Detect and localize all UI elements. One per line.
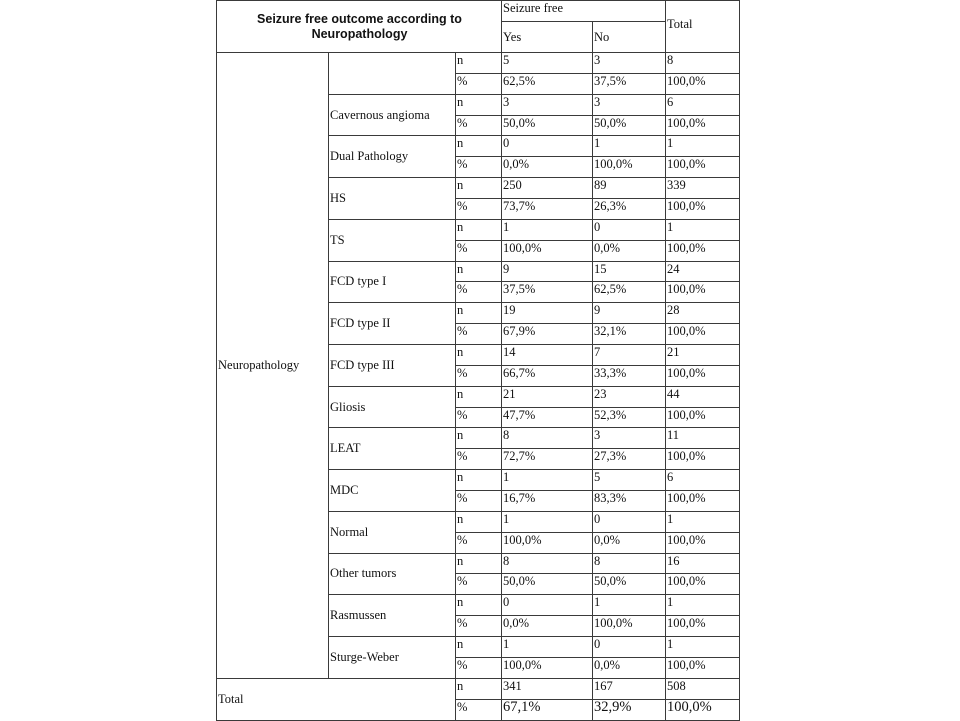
category-label: FCD type I <box>329 261 456 303</box>
crosstab-table <box>216 0 740 721</box>
cell-pct: 72,7% <box>502 449 593 470</box>
stat-label-n: n <box>456 428 502 449</box>
table-row <box>217 53 740 74</box>
cell-n: 21 <box>502 386 593 407</box>
category-label: FCD type II <box>329 303 456 345</box>
category-label: Gliosis <box>329 386 456 428</box>
cell-n: 8 <box>593 553 666 574</box>
cell-n: 8 <box>502 553 593 574</box>
stat-label-n: n <box>456 511 502 532</box>
cell-n: 8 <box>502 428 593 449</box>
cell-pct: 33,3% <box>593 365 666 386</box>
cell-n: 14 <box>502 345 593 366</box>
cell-pct: 100,0% <box>666 449 740 470</box>
cell-n: 89 <box>593 178 666 199</box>
cell-pct: 0,0% <box>502 616 593 637</box>
cell-n: 44 <box>666 386 740 407</box>
cell-pct: 100,0% <box>666 532 740 553</box>
stat-label-n: n <box>456 53 502 74</box>
cell-pct: 62,5% <box>502 73 593 94</box>
category-label: Cavernous angioma <box>329 94 456 136</box>
cell-n: 6 <box>666 94 740 115</box>
cell-pct: 100,0% <box>666 115 740 136</box>
cell-n: 1 <box>502 511 593 532</box>
cell-pct: 66,7% <box>502 365 593 386</box>
stat-label-n: n <box>456 219 502 240</box>
stat-label-n: n <box>456 303 502 324</box>
cell-n: 9 <box>593 303 666 324</box>
stat-label-n: n <box>456 470 502 491</box>
cell-pct: 26,3% <box>593 199 666 220</box>
cell-n: 1 <box>666 136 740 157</box>
cell-pct: 0,0% <box>593 532 666 553</box>
total-row <box>217 678 740 699</box>
category-label: Sturge-Weber <box>329 637 456 679</box>
total-cell-pct: 100,0% <box>666 699 740 720</box>
stat-label-n: n <box>456 595 502 616</box>
stat-label-pct: % <box>456 449 502 470</box>
stat-label-pct: % <box>456 115 502 136</box>
cell-pct: 0,0% <box>593 657 666 678</box>
cell-pct: 0,0% <box>502 157 593 178</box>
stat-label-pct: % <box>456 616 502 637</box>
cell-pct: 37,5% <box>502 282 593 303</box>
stat-label-pct: % <box>456 282 502 303</box>
cell-n: 28 <box>666 303 740 324</box>
cell-n: 5 <box>502 53 593 74</box>
stat-label-n: n <box>456 345 502 366</box>
stat-label-n: n <box>456 136 502 157</box>
cell-pct: 50,0% <box>502 574 593 595</box>
cell-pct: 100,0% <box>593 157 666 178</box>
cell-pct: 100,0% <box>666 407 740 428</box>
cell-pct: 100,0% <box>666 616 740 637</box>
cell-pct: 100,0% <box>666 157 740 178</box>
cell-n: 5 <box>593 470 666 491</box>
category-label: Normal <box>329 511 456 553</box>
cell-n: 8 <box>666 53 740 74</box>
cell-n: 24 <box>666 261 740 282</box>
stat-label-n: n <box>456 178 502 199</box>
category-label <box>329 53 456 95</box>
cell-pct: 50,0% <box>593 574 666 595</box>
cell-pct: 100,0% <box>666 491 740 512</box>
stat-label-pct: % <box>456 657 502 678</box>
stat-label-pct: % <box>456 324 502 345</box>
total-cell-n: 508 <box>666 678 740 699</box>
cell-n: 339 <box>666 178 740 199</box>
total-cell-n: 167 <box>593 678 666 699</box>
cell-n: 0 <box>593 219 666 240</box>
cell-n: 16 <box>666 553 740 574</box>
stat-label-pct: % <box>456 407 502 428</box>
category-label: HS <box>329 178 456 220</box>
cell-pct: 100,0% <box>666 240 740 261</box>
cell-pct: 27,3% <box>593 449 666 470</box>
stat-label-pct: % <box>456 73 502 94</box>
cell-n: 1 <box>666 219 740 240</box>
category-label: LEAT <box>329 428 456 470</box>
stat-label-pct: % <box>456 157 502 178</box>
cell-n: 1 <box>666 637 740 658</box>
stat-label-pct: % <box>456 699 502 720</box>
cell-n: 21 <box>666 345 740 366</box>
cell-n: 0 <box>502 595 593 616</box>
category-label: TS <box>329 219 456 261</box>
cell-n: 23 <box>593 386 666 407</box>
header-total: Total <box>666 1 740 53</box>
cell-n: 1 <box>502 219 593 240</box>
header-no: No <box>593 22 666 53</box>
category-label: Other tumors <box>329 553 456 595</box>
cell-n: 1 <box>593 136 666 157</box>
cell-pct: 100,0% <box>666 199 740 220</box>
category-label: Dual Pathology <box>329 136 456 178</box>
total-cell-n: 341 <box>502 678 593 699</box>
stat-label-pct: % <box>456 240 502 261</box>
table-title: Seizure free outcome according to Neuropathology <box>217 1 502 53</box>
cell-n: 1 <box>593 595 666 616</box>
stat-label-n: n <box>456 553 502 574</box>
cell-n: 3 <box>593 428 666 449</box>
cell-n: 19 <box>502 303 593 324</box>
stat-label-n: n <box>456 386 502 407</box>
stat-label-pct: % <box>456 574 502 595</box>
cell-pct: 67,9% <box>502 324 593 345</box>
cell-pct: 100,0% <box>502 657 593 678</box>
cell-n: 6 <box>666 470 740 491</box>
cell-n: 3 <box>593 53 666 74</box>
cell-pct: 47,7% <box>502 407 593 428</box>
cell-pct: 32,1% <box>593 324 666 345</box>
cell-n: 11 <box>666 428 740 449</box>
header-seizure-free: Seizure free <box>502 1 666 22</box>
cell-n: 3 <box>502 94 593 115</box>
cell-pct: 0,0% <box>593 240 666 261</box>
cell-n: 1 <box>666 595 740 616</box>
row-group-label: Neuropathology <box>217 53 329 679</box>
cell-n: 3 <box>593 94 666 115</box>
cell-n: 1 <box>502 470 593 491</box>
category-label: MDC <box>329 470 456 512</box>
cell-pct: 50,0% <box>502 115 593 136</box>
category-label: Rasmussen <box>329 595 456 637</box>
total-cell-pct: 67,1% <box>502 699 593 720</box>
cell-pct: 50,0% <box>593 115 666 136</box>
stat-label-n: n <box>456 261 502 282</box>
category-label: FCD type III <box>329 345 456 387</box>
stat-label-pct: % <box>456 491 502 512</box>
cell-n: 250 <box>502 178 593 199</box>
stat-label-n: n <box>456 678 502 699</box>
cell-n: 15 <box>593 261 666 282</box>
cell-pct: 100,0% <box>666 365 740 386</box>
header-yes: Yes <box>502 22 593 53</box>
cell-n: 1 <box>502 637 593 658</box>
cell-pct: 100,0% <box>502 240 593 261</box>
cell-pct: 62,5% <box>593 282 666 303</box>
cell-pct: 100,0% <box>593 616 666 637</box>
stat-label-pct: % <box>456 199 502 220</box>
cell-pct: 100,0% <box>502 532 593 553</box>
cell-n: 7 <box>593 345 666 366</box>
cell-pct: 100,0% <box>666 324 740 345</box>
cell-n: 0 <box>502 136 593 157</box>
cell-pct: 73,7% <box>502 199 593 220</box>
cell-n: 0 <box>593 637 666 658</box>
cell-pct: 100,0% <box>666 282 740 303</box>
header-row-1 <box>217 1 740 22</box>
total-cell-pct: 32,9% <box>593 699 666 720</box>
cell-pct: 100,0% <box>666 73 740 94</box>
cell-pct: 52,3% <box>593 407 666 428</box>
stat-label-pct: % <box>456 532 502 553</box>
cell-n: 1 <box>666 511 740 532</box>
stat-label-pct: % <box>456 365 502 386</box>
cell-pct: 83,3% <box>593 491 666 512</box>
cell-n: 0 <box>593 511 666 532</box>
stat-label-n: n <box>456 637 502 658</box>
total-label: Total <box>217 678 456 720</box>
cell-pct: 16,7% <box>502 491 593 512</box>
stat-label-n: n <box>456 94 502 115</box>
cell-pct: 100,0% <box>666 574 740 595</box>
cell-n: 9 <box>502 261 593 282</box>
cell-pct: 100,0% <box>666 657 740 678</box>
cell-pct: 37,5% <box>593 73 666 94</box>
